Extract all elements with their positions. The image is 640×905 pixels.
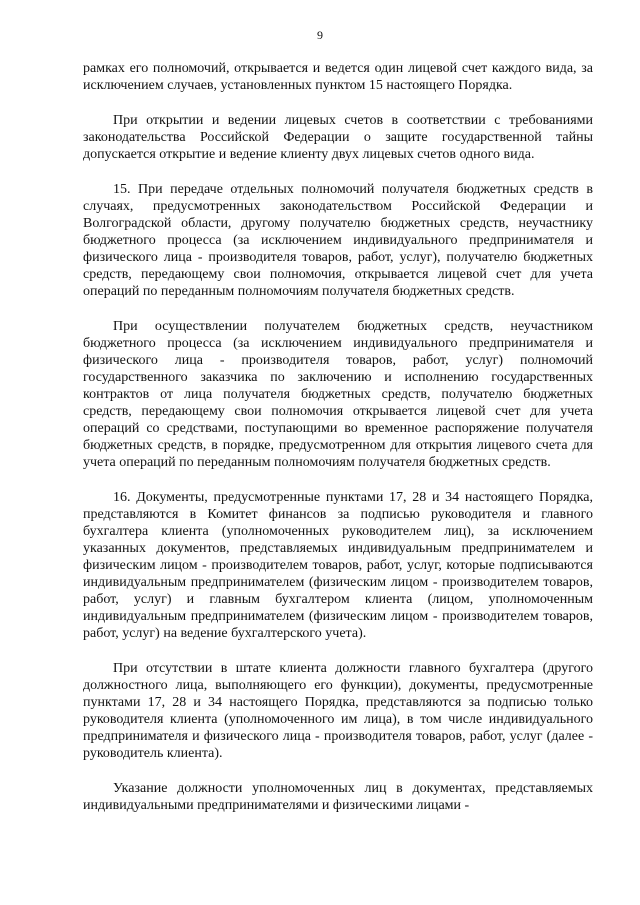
paragraph-item-16: 16. Документы, предусмотренные пунктами 17, 28 и 34 настоящего Порядка, представляются в Комитет финансов за подписью руководителя и главного бухгалтера клиента (уполномоченных руководителем лиц), за исключением указанных документов, представляемых индивидуальным предпринимателем и физическим лицом - производителем товаров, работ, услуг, которые подписываются индивидуальным предпринимателем (физическим лицом - производителем товаров, работ, услуг) и главным бухгалтером клиента (лицом, уполномоченным индивидуальным предпринимателем (физическим лицом - производителем товаров, работ, услуг) на ведение бухгалтерского учета). [83, 490, 593, 641]
paragraph-state-secret: При открытии и ведении лицевых счетов в соответствии с требованиями законодательства Российской Федерации о защите государственной тайны допускается открытие и ведение клиенту двух лицевых счетов одного вида. [83, 113, 593, 162]
paragraph-item-15: 15. При передаче отдельных полномочий получателя бюджетных средств в случаях, предусмотренных законодательством Российской Федерации и Волгоградской области, другому получателю бюджетных средств, неучастнику бюджетного процесса (за исключением индивидуального предпринимателя и физического лица - производителя товаров, работ, услуг), получателю бюджетных средств, передающему свои полномочия, открывается лицевой счет для учета операций по переданным полномочиям получателя бюджетных средств. [83, 182, 593, 299]
paragraph-continuation: рамках его полномочий, открывается и ведется один лицевой счет каждого вида, за исключением случаев, установленных пунктом 15 настоящего Порядка. [83, 61, 593, 93]
paragraph-position-indication: Указание должности уполномоченных лиц в документах, представляемых индивидуальными предпринимателями и физическими лицами - [83, 781, 593, 813]
paragraph-state-customer: При осуществлении получателем бюджетных средств, неучастником бюджетного процесса (за исключением индивидуального предпринимателя и физического лица - производителя товаров, работ, услуг) полномочий государственного заказчика по заключению и исполнению государственных контрактов от лица получателя бюджетных средств, получателю бюджетных средств, передающему свои полномочия открывается лицевой счет для учета операций со средствами, поступающими во временное распоряжение получателя бюджетных средств, в порядке, предусмотренном для открытия лицевого счета для учета операций по переданным полномочиям получателя бюджетных средств. [83, 319, 593, 470]
page-number: 9 [317, 28, 323, 42]
paragraph-no-chief-accountant: При отсутствии в штате клиента должности главного бухгалтера (другого должностного лица, выполняющего его функции), документы, предусмотренные пунктами 17, 28 и 34 настоящего Порядка, представляются за подписью только руководителя клиента (уполномоченного им лица), в том числе индивидуального предпринимателя и физического лица - производителя товаров, работ, услуг (далее - руководитель клиента). [83, 661, 593, 761]
document-body [83, 60, 593, 814]
